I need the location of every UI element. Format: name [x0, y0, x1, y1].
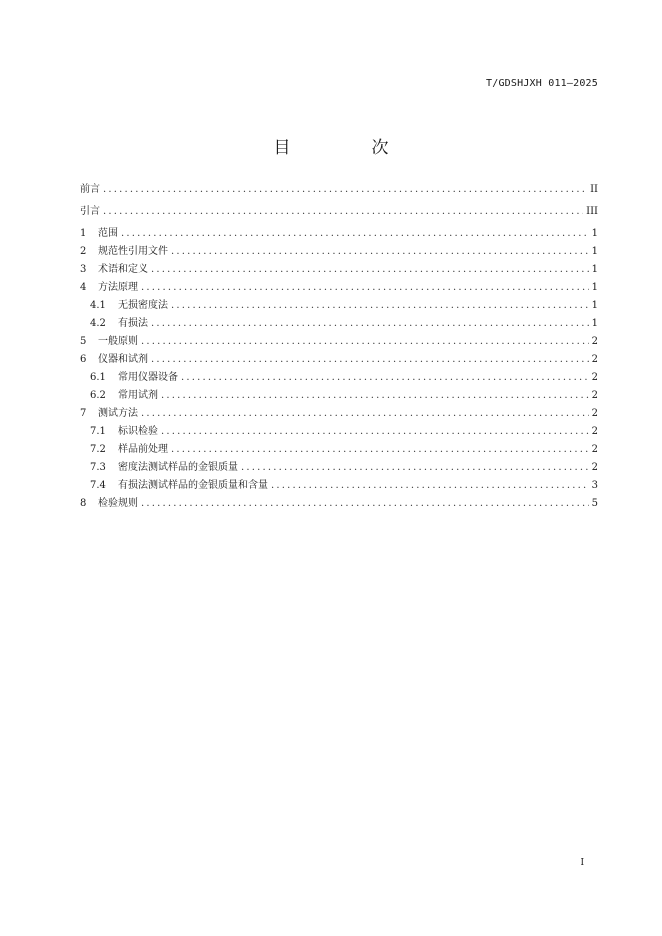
toc-entry[interactable] — [80, 279, 598, 297]
toc-entry-number: 7.3 — [90, 462, 106, 473]
toc-entry-page: 1 — [591, 228, 598, 239]
toc-entry[interactable] — [80, 243, 598, 261]
toc-entry-label: 前言 — [80, 184, 100, 195]
toc-entry-label: 仪器和试剂 — [98, 354, 148, 365]
toc-leader-dots — [171, 243, 589, 261]
toc-entry-label: 一般原则 — [98, 336, 138, 347]
toc-entry-page: 2 — [591, 390, 598, 401]
toc-entry-page: 2 — [591, 372, 598, 383]
toc-entry-label: 密度法测试样品的金银质量 — [118, 462, 238, 473]
toc-entry-number: 7.1 — [90, 426, 106, 437]
toc-entry-page: 2 — [591, 336, 598, 347]
toc-entry[interactable] — [80, 405, 598, 423]
toc-entry-page: 1 — [591, 264, 598, 275]
toc-entry-label: 范围 — [98, 228, 118, 239]
toc-entry[interactable] — [80, 225, 598, 243]
toc-entry-page: 5 — [591, 498, 598, 509]
toc-entry-page: II — [590, 184, 598, 195]
toc-entry-label: 样品前处理 — [118, 444, 168, 455]
toc-entry[interactable] — [80, 351, 598, 369]
toc-entry-page: 1 — [591, 318, 598, 329]
toc-entry-page: III — [586, 206, 598, 217]
toc-entry-label: 有损法测试样品的金银质量和含量 — [118, 480, 268, 491]
toc-leader-dots — [271, 477, 589, 495]
toc-leader-dots — [171, 441, 589, 459]
toc-entry-number: 5 — [80, 336, 87, 347]
toc-entry-number: 6.2 — [90, 390, 106, 401]
toc-entry[interactable] — [80, 297, 598, 315]
toc-leader-dots — [151, 315, 589, 333]
toc-leader-dots — [141, 333, 589, 351]
toc-entry[interactable] — [80, 477, 598, 495]
toc-entry-number: 6 — [80, 354, 87, 365]
toc-entry-number: 2 — [80, 246, 87, 257]
toc-entry-page: 1 — [591, 300, 598, 311]
toc-entry[interactable] — [80, 333, 598, 351]
toc-leader-dots — [161, 423, 589, 441]
toc-entry-page: 2 — [591, 444, 598, 455]
toc-entry-label: 引言 — [80, 206, 100, 217]
toc-entry[interactable] — [80, 495, 598, 513]
toc-entry[interactable] — [80, 315, 598, 333]
toc-leader-dots — [103, 181, 587, 199]
toc-leader-dots — [121, 225, 589, 243]
toc-leader-dots — [241, 459, 589, 477]
toc-leader-dots — [151, 261, 589, 279]
table-of-contents — [80, 181, 598, 513]
toc-entry-page: 1 — [591, 282, 598, 293]
toc-entry-label: 方法原理 — [98, 282, 138, 293]
toc-entry[interactable] — [80, 423, 598, 441]
toc-entry[interactable] — [80, 203, 598, 221]
toc-entry-number: 8 — [80, 498, 87, 509]
toc-entry-number: 7.2 — [90, 444, 106, 455]
toc-leader-dots — [181, 369, 589, 387]
toc-leader-dots — [151, 351, 589, 369]
toc-entry[interactable] — [80, 459, 598, 477]
toc-entry-number: 7.4 — [90, 480, 106, 491]
toc-entry-page: 3 — [591, 480, 598, 491]
toc-leader-dots — [141, 495, 589, 513]
toc-leader-dots — [141, 279, 589, 297]
page-title: 目 次 — [273, 138, 421, 158]
toc-entry-label: 术语和定义 — [98, 264, 148, 275]
toc-leader-dots — [103, 203, 583, 221]
toc-leader-dots — [141, 405, 589, 423]
toc-entry-label: 无损密度法 — [118, 300, 168, 311]
toc-entry-number: 7 — [80, 408, 87, 419]
toc-entry-number: 4.2 — [90, 318, 106, 329]
toc-leader-dots — [161, 387, 589, 405]
toc-entry-number: 1 — [80, 228, 87, 239]
toc-entry-label: 有损法 — [118, 318, 148, 329]
page-number: I — [580, 858, 584, 868]
toc-entry-label: 检验规则 — [98, 498, 138, 509]
toc-entry-number: 4.1 — [90, 300, 106, 311]
toc-entry[interactable] — [80, 369, 598, 387]
toc-entry-label: 测试方法 — [98, 408, 138, 419]
toc-entry-page: 2 — [591, 462, 598, 473]
toc-entry-label: 常用仪器设备 — [118, 372, 178, 383]
toc-entry-number: 3 — [80, 264, 87, 275]
toc-entry-label: 标识检验 — [118, 426, 158, 437]
toc-leader-dots — [171, 297, 589, 315]
toc-entry-label: 常用试剂 — [118, 390, 158, 401]
toc-entry-number: 4 — [80, 282, 87, 293]
toc-entry[interactable] — [80, 387, 598, 405]
document-code: T/GDSHJXH 011—2025 — [486, 78, 598, 89]
toc-entry-page: 2 — [591, 408, 598, 419]
toc-entry[interactable] — [80, 441, 598, 459]
toc-entry[interactable] — [80, 261, 598, 279]
toc-entry-page: 1 — [591, 246, 598, 257]
toc-entry-number: 6.1 — [90, 372, 106, 383]
toc-entry-page: 2 — [591, 354, 598, 365]
toc-entry[interactable] — [80, 181, 598, 199]
toc-entry-label: 规范性引用文件 — [98, 246, 168, 257]
toc-entry-page: 2 — [591, 426, 598, 437]
